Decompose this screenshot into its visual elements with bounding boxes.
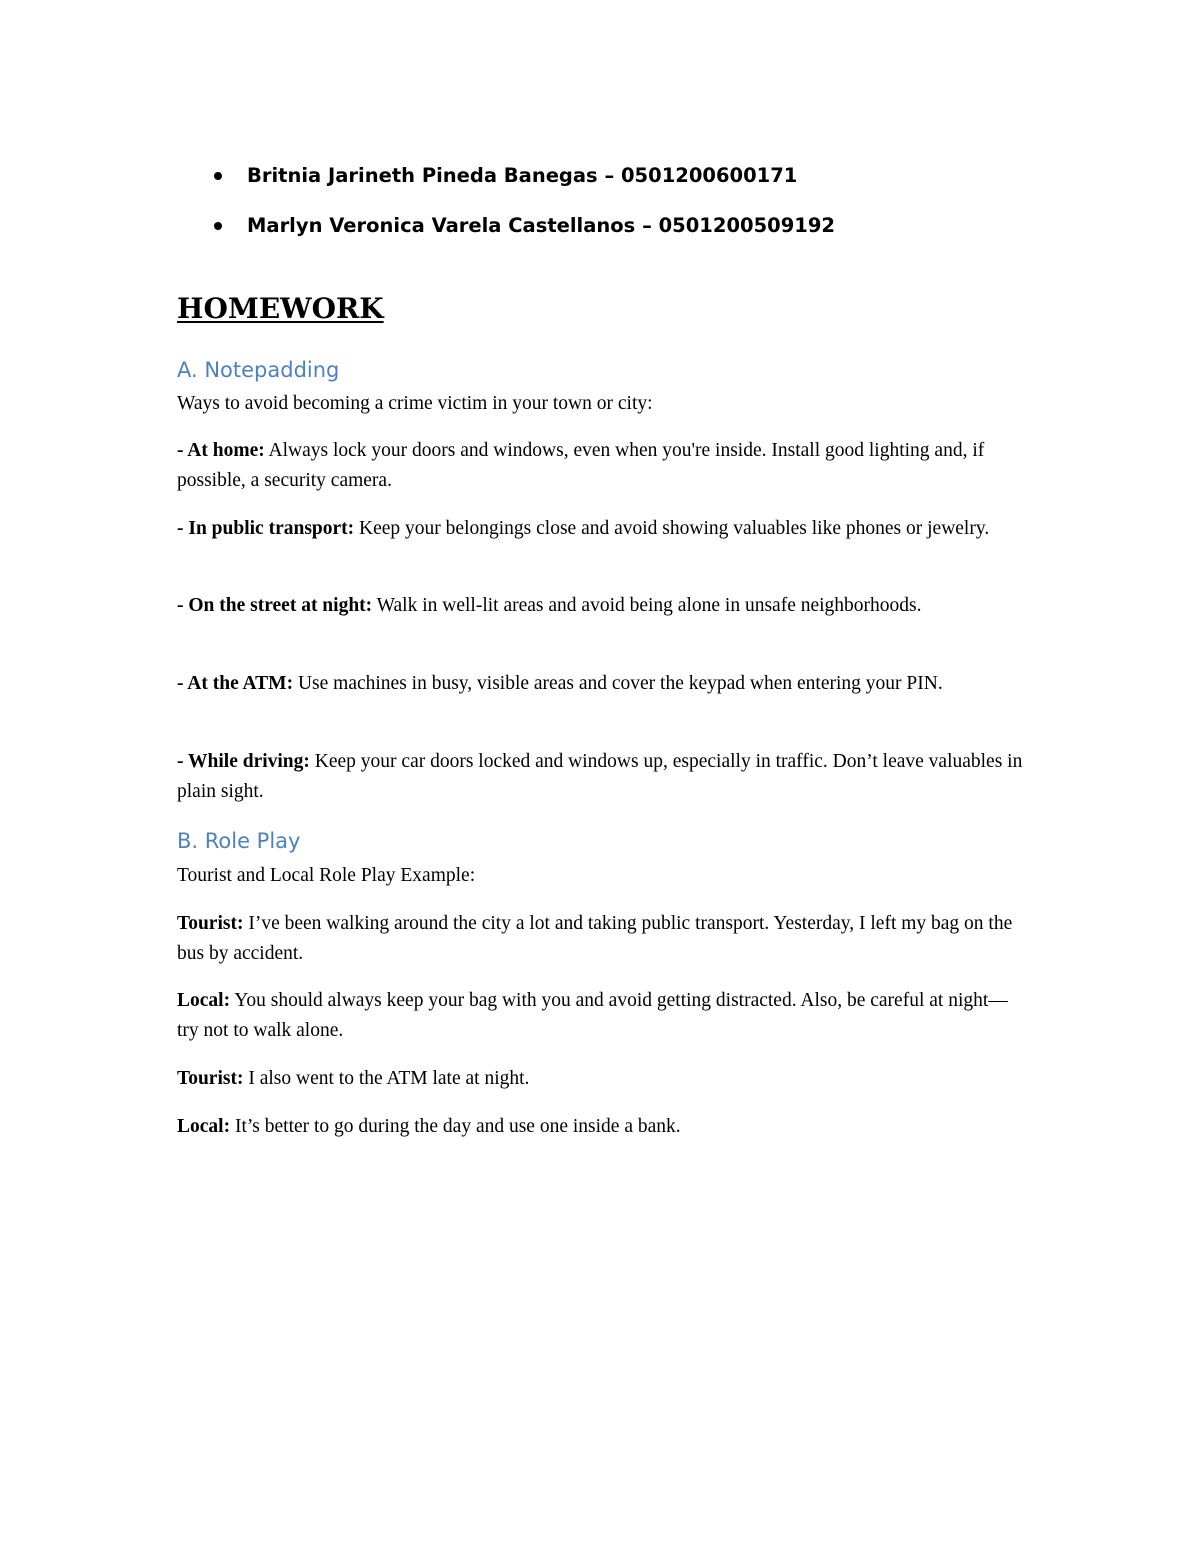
speaker-label: Tourist: [177,913,244,934]
student-list [177,160,1077,260]
tip-paragraph [177,436,1027,496]
speaker-label: Local: [177,990,231,1011]
tip-label: - At home: [177,440,265,461]
dialogue-text: I’ve been walking around the city a lot and taking public transport. Yesterday, I left my bag on the bus by accident. [177,913,1013,964]
page-title: HOMEWORK [177,292,384,325]
section-intro: Ways to avoid becoming a crime victim in your town or city: [177,393,653,414]
section-heading-role-play: B. Role Play [177,829,301,853]
tip-label: - On the street at night: [177,595,373,616]
tip-label: - While driving: [177,751,310,772]
dialogue-text: I also went to the ATM late at night. [243,1068,530,1089]
student-name: Britnia Jarineth Pineda Banegas – 0501200600171 [247,164,798,187]
student-list-item [177,160,1077,192]
student-list-item [177,210,1077,242]
bullet-icon [214,172,222,180]
speaker-label: Tourist: [177,1068,244,1089]
speaker-label: Local: [177,1116,231,1137]
bullet-icon [214,222,222,230]
tip-paragraph [177,669,1027,699]
tip-text: Walk in well-lit areas and avoid being alone in unsafe neighborhoods. [372,595,922,616]
section-heading-notepadding: A. Notepadding [177,358,340,382]
tip-text: Keep your belongings close and avoid showing valuables like phones or jewelry. [354,518,990,539]
dialogue-line [177,1064,1027,1094]
tip-paragraph [177,591,1027,621]
section-intro: Tourist and Local Role Play Example: [177,865,476,886]
tip-text: Always lock your doors and windows, even when you're inside. Install good lighting and, if possible, a security camera. [177,440,985,491]
tip-paragraph [177,514,1027,544]
tip-label: - In public transport: [177,518,355,539]
tip-text: Use machines in busy, visible areas and cover the keypad when entering your PIN. [293,673,943,694]
dialogue-line [177,986,1027,1046]
student-name: Marlyn Veronica Varela Castellanos – 0501200509192 [247,214,835,237]
dialogue-line [177,909,1027,969]
tip-text: Keep your car doors locked and windows up, especially in traffic. Don’t leave valuables in plain sight. [177,751,1023,802]
dialogue-text: You should always keep your bag with you and avoid getting distracted. Also, be careful at night—try not to walk alone. [177,990,1008,1041]
dialogue-line [177,1112,1027,1142]
dialogue-text: It’s better to go during the day and use one inside a bank. [230,1116,681,1137]
tip-label: - At the ATM: [177,673,294,694]
tip-paragraph [177,747,1027,807]
